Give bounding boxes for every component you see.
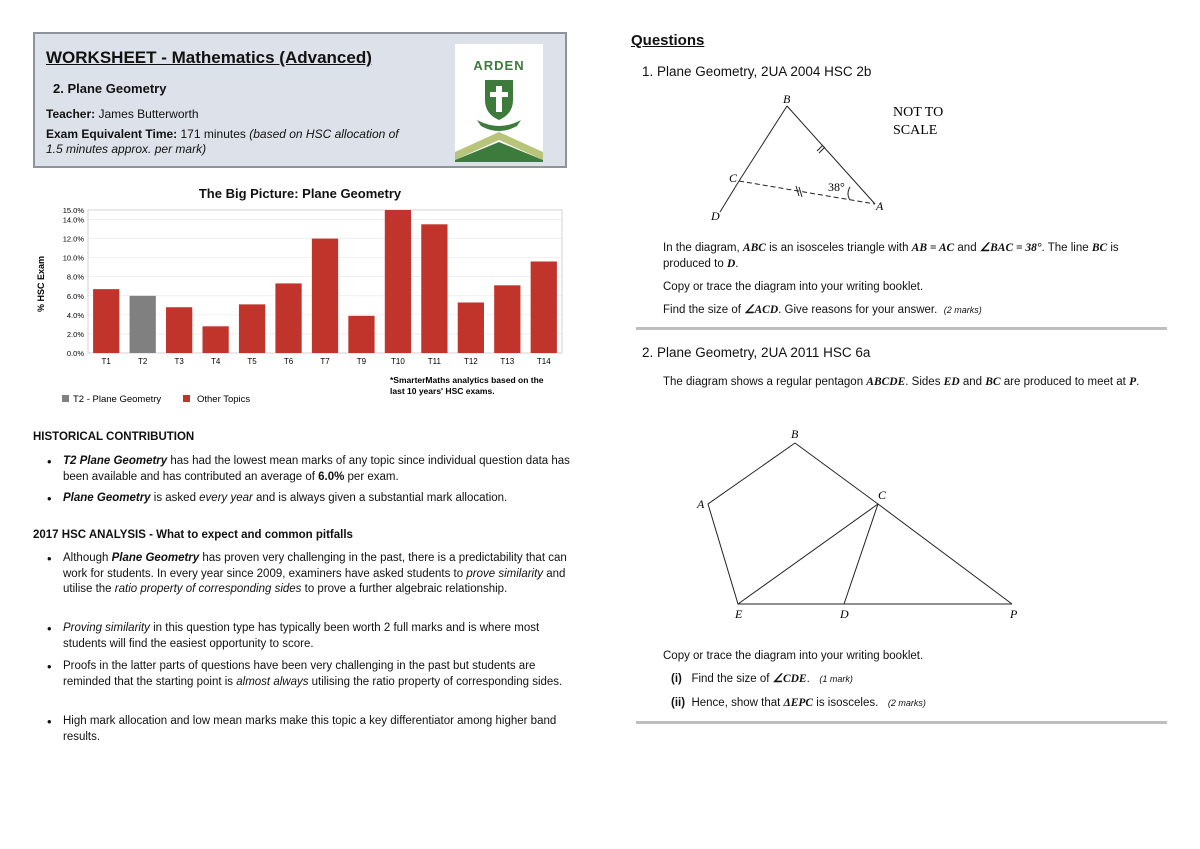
not-to-scale-line2: SCALE [893, 123, 938, 138]
x-tick-label: T12 [463, 357, 478, 366]
questions-heading: Questions [631, 32, 705, 49]
chart-title: The Big Picture: Plane Geometry [198, 186, 402, 201]
q2-label-b: B [791, 427, 799, 441]
legend-swatch-t2 [62, 395, 69, 402]
historical-heading: HISTORICAL CONTRIBUTION [33, 431, 195, 443]
q1-label-b: B [783, 92, 791, 106]
x-tick-label: T3 [174, 357, 184, 366]
logo-text: ARDEN [473, 58, 525, 73]
y-tick-label: 2.0% [66, 329, 84, 339]
exam-time-line [46, 127, 416, 157]
analysis-bullet-4: • High mark allocation and low mean marks make this topic a key differentiator among higher band results. [33, 714, 583, 745]
analysis-bullet-3: • Proofs in the latter parts of questions have been very challenging in the past but students are reminded that the starting point is almost always utilising the ratio property of corresponding sides. [33, 659, 583, 690]
bar-t7 [312, 239, 338, 353]
bar-t10 [385, 210, 411, 353]
school-logo [455, 44, 543, 162]
q2-title: 2. Plane Geometry, 2UA 2011 HSC 6a [642, 345, 871, 360]
x-tick-label: T1 [101, 357, 111, 366]
q1-label-c: C [729, 171, 738, 185]
q2-label-e: E [735, 607, 743, 621]
historical-bullet-2: • Plane Geometry is asked every year and is always given a substantial mark allocation. [33, 491, 583, 507]
q2-label-a: A [697, 497, 705, 511]
analysis-bullet-1: • Although Plane Geometry has proven very challenging in the past, there is a predictability that can work for students. In every year since 2009, examiners have asked students to prove similarity and utilise the ratio property of corresponding sides to prove a further algebraic relationship. [33, 551, 583, 598]
divider-2 [636, 721, 1167, 724]
bar-t11 [421, 224, 447, 353]
q1-paragraph-3: Find the size of ∠ACD. Give reasons for your answer. (2 marks) [663, 304, 982, 316]
bar-t13 [494, 285, 520, 353]
q2-paragraph-1: The diagram shows a regular pentagon ABCDE. Sides ED and BC are produced to meet at P. [663, 376, 1140, 388]
y-tick-label: 0.0% [66, 349, 84, 358]
q2-label-c: C [878, 488, 887, 502]
x-tick-label: T14 [536, 357, 551, 366]
divider-1 [636, 327, 1167, 330]
historical-bullet-1: • T2 Plane Geometry has had the lowest mean marks of any topic since individual question data has been available and has contributed an average of 6.0% per exam. [33, 454, 583, 485]
x-tick-label: T5 [247, 357, 257, 366]
q2-diagram [690, 424, 1030, 624]
exam-time-note: (based on HSC allocation of 1.5 minutes approx. per mark) [46, 127, 399, 156]
exam-time-label: Exam Equivalent Time: [46, 127, 178, 141]
y-tick-label: 15.0% [62, 206, 84, 215]
y-tick-label: 4.0% [66, 310, 84, 320]
legend-t2: T2 - Plane Geometry [73, 394, 162, 405]
q1-angle-label: 38° [828, 180, 845, 194]
bar-t14 [531, 261, 557, 353]
x-tick-label: T13 [500, 357, 515, 366]
q2-label-p: P [1010, 607, 1018, 621]
q2-i-marks: (1 mark) [819, 674, 853, 684]
x-tick-label: T4 [210, 357, 221, 366]
worksheet-header [33, 32, 567, 168]
y-axis-label: % HSC Exam [36, 255, 46, 313]
t2-topic: T2 Plane Geometry [63, 455, 168, 467]
bar-t5 [239, 304, 265, 353]
y-tick-label: 10.0% [62, 253, 84, 263]
teacher-name: James Butterworth [98, 107, 199, 121]
legend-other: Other Topics [197, 394, 251, 405]
q2-paragraph-2: Copy or trace the diagram into your writing booklet. [663, 650, 924, 662]
q2-label-d: D [840, 607, 849, 621]
bar-t1 [93, 289, 119, 353]
x-tick-label: T7 [320, 357, 330, 366]
exam-time-value: 171 minutes [180, 127, 246, 141]
q2-part-ii: (ii) Hence, show that ΔEPC is isosceles. (2 marks) [671, 697, 926, 709]
bar-t3 [166, 307, 192, 353]
x-tick-label: T2 [138, 357, 148, 366]
bar-t9 [348, 316, 374, 353]
q1-label-d: D [711, 209, 720, 223]
q1-label-a: A [876, 199, 884, 213]
bar-t6 [275, 283, 301, 353]
chart-footnote-line1: *SmarterMaths analytics based on the [390, 375, 544, 385]
x-tick-label: T9 [356, 357, 367, 366]
legend-swatch-other [183, 395, 190, 402]
bar-t2 [130, 296, 156, 353]
q2-part-i: (i) Find the size of ∠CDE. (1 mark) [671, 673, 853, 685]
q1-paragraph-1: In the diagram, ABC is an isosceles triangle with AB = AC and ∠BAC = 38°. The line BC is produced to D. [663, 242, 1119, 270]
x-tick-label: T6 [283, 357, 294, 366]
average-pct: 6.0% [318, 470, 345, 483]
q2-ii-marks: (2 marks) [887, 698, 926, 708]
y-tick-label: 6.0% [66, 291, 84, 301]
q1-diagram [700, 88, 960, 228]
analysis-heading: 2017 HSC ANALYSIS - What to expect and common pitfalls [33, 529, 353, 541]
q1-marks: (2 marks) [943, 305, 982, 315]
bar-t4 [202, 326, 228, 353]
chart-footnote-line2: last 10 years' HSC exams. [390, 386, 495, 396]
teacher-line [46, 107, 199, 121]
y-tick-label: 8.0% [66, 272, 84, 282]
bar-t12 [458, 302, 484, 353]
y-tick-label: 12.0% [62, 234, 84, 244]
analysis-bullet-2: • Proving similarity in this question type has typically been worth 2 full marks and is where most students will find the easiest opportunity to score. [33, 621, 583, 652]
q1-title: 1. Plane Geometry, 2UA 2004 HSC 2b [642, 64, 872, 79]
y-tick-label: 14.0% [62, 215, 84, 225]
q1-paragraph-2: Copy or trace the diagram into your writing booklet. [663, 281, 924, 293]
worksheet-title: WORKSHEET - Mathematics (Advanced) [46, 48, 372, 67]
worksheet-subtitle: 2. Plane Geometry [53, 81, 167, 96]
x-tick-label: T11 [427, 357, 441, 366]
teacher-label: Teacher: [46, 107, 96, 121]
bar-chart [30, 200, 570, 412]
not-to-scale-line1: NOT TO [893, 105, 944, 120]
x-tick-label: T10 [391, 357, 405, 366]
